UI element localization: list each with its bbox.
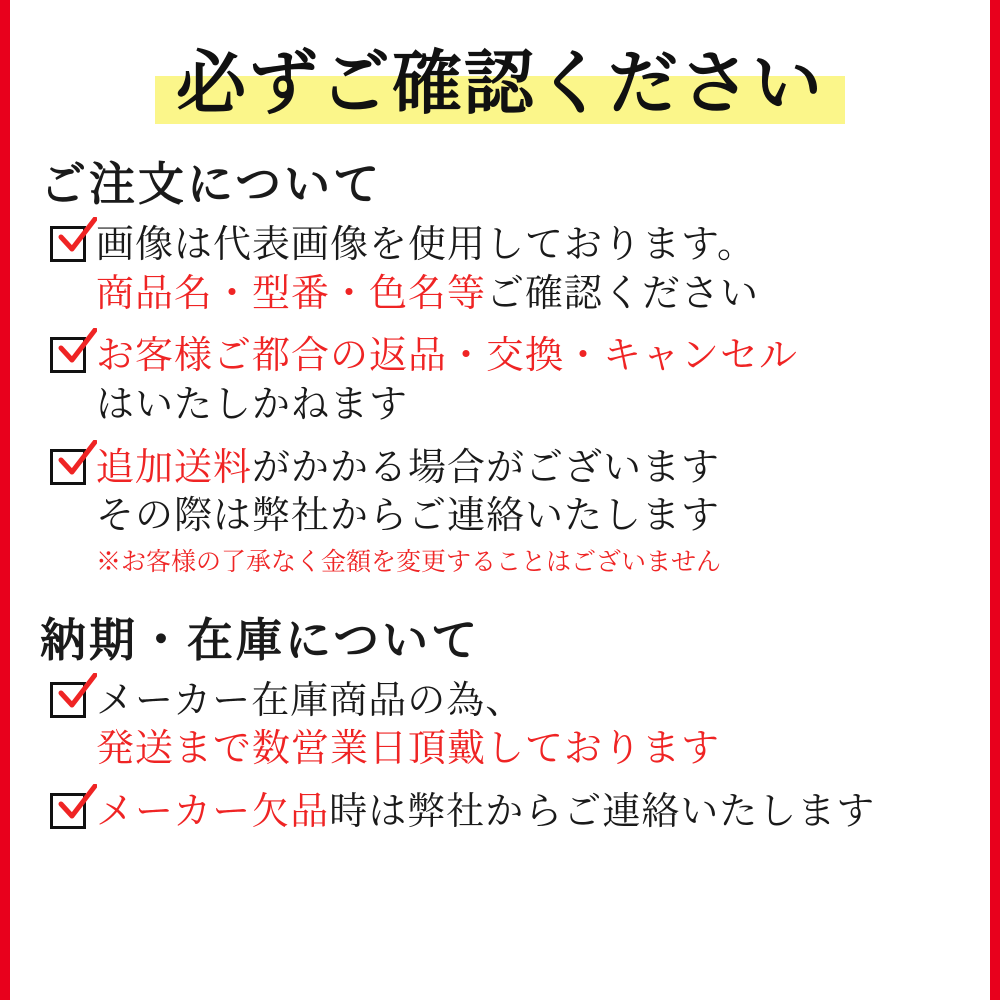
check-mark-icon xyxy=(57,328,97,368)
check-mark-icon xyxy=(57,784,97,824)
section-heading-delivery: 納期・在庫について xyxy=(40,612,481,667)
list-item-line xyxy=(96,269,990,318)
check-mark-icon xyxy=(57,673,97,713)
list-item-text xyxy=(96,676,990,773)
list-item-line: 画像は代表画像を使用しております。 xyxy=(96,222,756,266)
checkbox-checked-icon xyxy=(50,337,86,373)
emphasis-text: メーカー欠品 xyxy=(96,789,330,833)
checkbox-checked-icon xyxy=(50,449,86,485)
check-mark-icon xyxy=(57,440,97,480)
section-heading-order: ご注文について xyxy=(40,157,383,211)
list-item-line xyxy=(96,443,990,492)
plain-text: がかかる場合がございます xyxy=(252,444,721,489)
list-item-text xyxy=(96,443,990,578)
notice-content xyxy=(10,0,990,1000)
list-item-line: 発送まで数営業日頂戴しております xyxy=(96,726,721,771)
list-item-line: メーカー在庫商品の為、 xyxy=(96,677,525,722)
list-item xyxy=(50,220,990,317)
list-item-line: その際は弊社からご連絡いたします xyxy=(96,493,721,538)
list-item xyxy=(50,676,990,773)
list-item-note: ※お客様の了承なく金額を変更することはございません xyxy=(96,546,722,576)
left-red-border xyxy=(0,0,10,1000)
list-item-text xyxy=(96,220,990,317)
title-text: 必ずご確認ください xyxy=(176,41,824,124)
list-item-text xyxy=(96,331,990,428)
emphasis-text: 追加送料 xyxy=(96,444,253,489)
list-item-line: はいたしかねます xyxy=(96,381,409,426)
emphasis-text: 商品名・型番・色名等 xyxy=(96,270,487,315)
list-item-text xyxy=(96,787,990,836)
list-item xyxy=(50,443,990,578)
list-item-line xyxy=(96,787,990,836)
list-item-line: お客様ご都合の返品・交換・キャンセル xyxy=(96,333,799,378)
list-item xyxy=(50,331,990,428)
page-title xyxy=(10,28,990,138)
check-mark-icon xyxy=(57,217,97,257)
plain-text: ご確認ください xyxy=(486,270,760,315)
checkbox-checked-icon xyxy=(50,682,86,718)
plain-text: 時は弊社からご連絡いたします xyxy=(329,789,876,833)
checkbox-checked-icon xyxy=(50,793,86,829)
right-red-border xyxy=(990,0,1000,1000)
list-item xyxy=(50,787,990,836)
checkbox-checked-icon xyxy=(50,226,86,262)
